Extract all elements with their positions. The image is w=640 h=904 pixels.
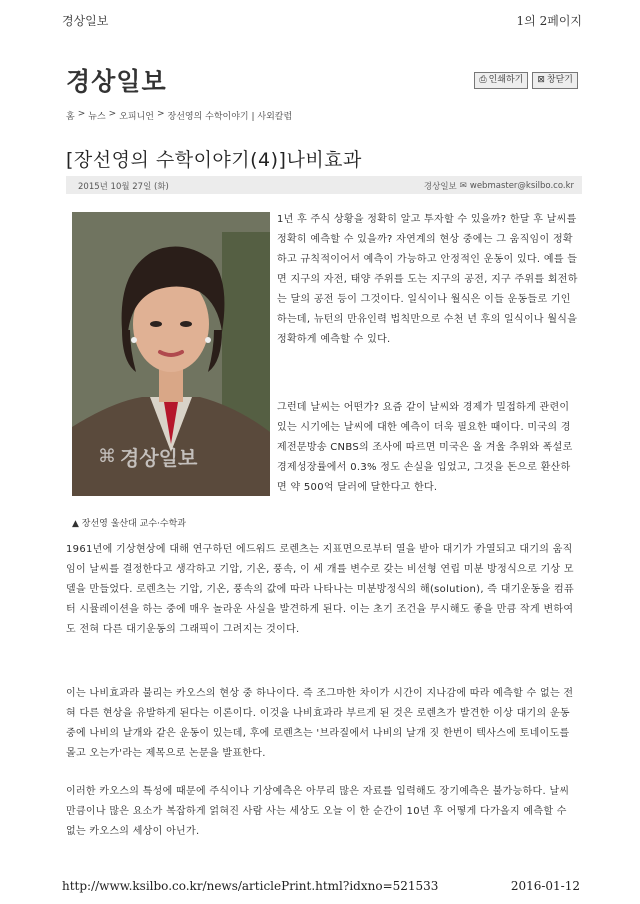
breadcrumb-column[interactable]: 장선영의 수학이야기 | 사외칼럼: [167, 112, 293, 122]
mail-icon: ✉: [459, 181, 467, 191]
author-photo: [72, 212, 270, 496]
article-paragraph: 그런데 날씨는 어떤가? 요즘 같이 날씨와 경제가 밀접하게 관련이 있는 시기에는 날씨에 대한 예측이 더욱 필요한 때이다. 미국의 경제전문방송 CNBS의 조사에 따르면 미국은 올 겨울 추위와 폭설로 경제성장률에서 0.3% 정도 손실을 입었고, 그것을 돈으로 환산하면 약 500억 달러에 달한다고 한다.: [277, 402, 573, 493]
print-footer-date: 2016-01-12: [510, 879, 580, 893]
article-paragraph: 이는 나비효과라 불리는 카오스의 현상 중 하나이다. 즉 조그마한 차이가 시간이 지나감에 따라 예측할 수 없는 전혀 다른 현상을 유발하게 된다는 이론이다. 이것을 나비효과라 부르게 된 것은 로렌츠가 발견한 이상 대기의 운동 중에 나비의 날개와 같은 운동이 있는데, 후에 로렌츠는 '브라질에서 나비의 날개 짓 한번이 텍사스에 토네이도를 몰고 오는가'라는 제목으로 논문을 발표한다.: [66, 688, 574, 759]
author-email[interactable]: webmaster@ksilbo.co.kr: [469, 181, 574, 191]
close-button[interactable]: [532, 72, 578, 89]
print-button[interactable]: [474, 72, 528, 89]
article-paragraph: 1년 후 주식 상황을 정확히 알고 투자할 수 있을까? 한달 후 날씨를 정확히 예측할 수 있을까? 자연계의 현상 중에는 그 움직임이 정확하고 규칙적이어서 예측이 가능하고 안정적인 운동이 있다. 예를 들면 지구의 자전, 태양 주위를 도는 지구의 공전, 지구 주위를 회전하는 달의 공전 등이 그것이다. 일식이나 월식은 이들 운동들로 기인하는데, 뉴턴의 만유인력 법칙만으로 수천 년 후의 일식이나 월식을 정확하게 예측할 수 있다.: [277, 214, 578, 345]
print-footer-url: http://www.ksilbo.co.kr/news/articlePrint.html?idxno=521533: [62, 879, 439, 893]
print-icon: ⎙: [479, 75, 487, 85]
print-header-page-count: 1의 2페이지: [516, 14, 582, 28]
close-icon: ⊠: [537, 75, 545, 85]
breadcrumb: [66, 109, 292, 122]
print-header-site: 경상일보: [62, 14, 109, 28]
author-source: 경상일보: [423, 182, 457, 192]
watermark-text: 경상일보: [120, 446, 198, 470]
article-paragraph: 1961년에 기상현상에 대해 연구하던 에드워드 로렌츠는 지표면으로부터 열을 받아 대기가 가열되고 대기의 움직임이 날씨를 결정한다고 생각하고 기압, 기온, 풍속, 이 세 개를 변수로 갖는 비선형 연립 미분 방정식으로 기상 모델을 만들었다. 로렌츠는 기압, 기온, 풍속의 값에 따라 나타나는 미분방정식의 해(solution), 즉 대기운동을 컴퓨터 시뮬레이션을 하는 중에 매우 놀라운 사실을 발견하게 된다. 이는 초기 조건을 무시해도 좋을 만큼 작게 변하여도 전혀 다른 대기운동의 그래픽이 그려지는 것이다.: [66, 544, 574, 635]
article-title: [장선영의 수학이야기(4)]나비효과: [66, 149, 362, 171]
watermark-logo-icon: ⌘: [98, 446, 116, 467]
photo-caption: ▲ 장선영 울산대 교수·수학과: [72, 519, 186, 529]
article-paragraph: 이러한 카오스의 특성에 때문에 주식이나 기상예측은 아무리 많은 자료를 입력해도 장기예측은 불가능하다. 날씨 만큼이나 많은 요소가 복잡하게 얽혀진 사람 사는 세상도 오늘 이 한 순간이 10년 후 어떻게 다가올지 예측할 수 없는 카오스의 세상이 아닌가.: [66, 786, 570, 837]
breadcrumb-separator: >: [77, 109, 86, 119]
breadcrumb-news[interactable]: 뉴스: [88, 112, 106, 122]
breadcrumb-home[interactable]: 홈: [66, 112, 75, 122]
print-button-label: 인쇄하기: [488, 75, 524, 85]
photo-watermark: [98, 442, 197, 471]
breadcrumb-opinion[interactable]: 오피니언: [119, 112, 154, 122]
breadcrumb-separator: >: [108, 109, 117, 119]
article-author: [424, 180, 574, 192]
site-logo: 경상일보: [66, 67, 167, 96]
close-button-label: 창닫기: [546, 75, 573, 85]
article-date: 2015년 10월 27일 (화): [78, 182, 169, 192]
breadcrumb-separator: >: [156, 109, 165, 119]
toolbar: [474, 72, 578, 89]
